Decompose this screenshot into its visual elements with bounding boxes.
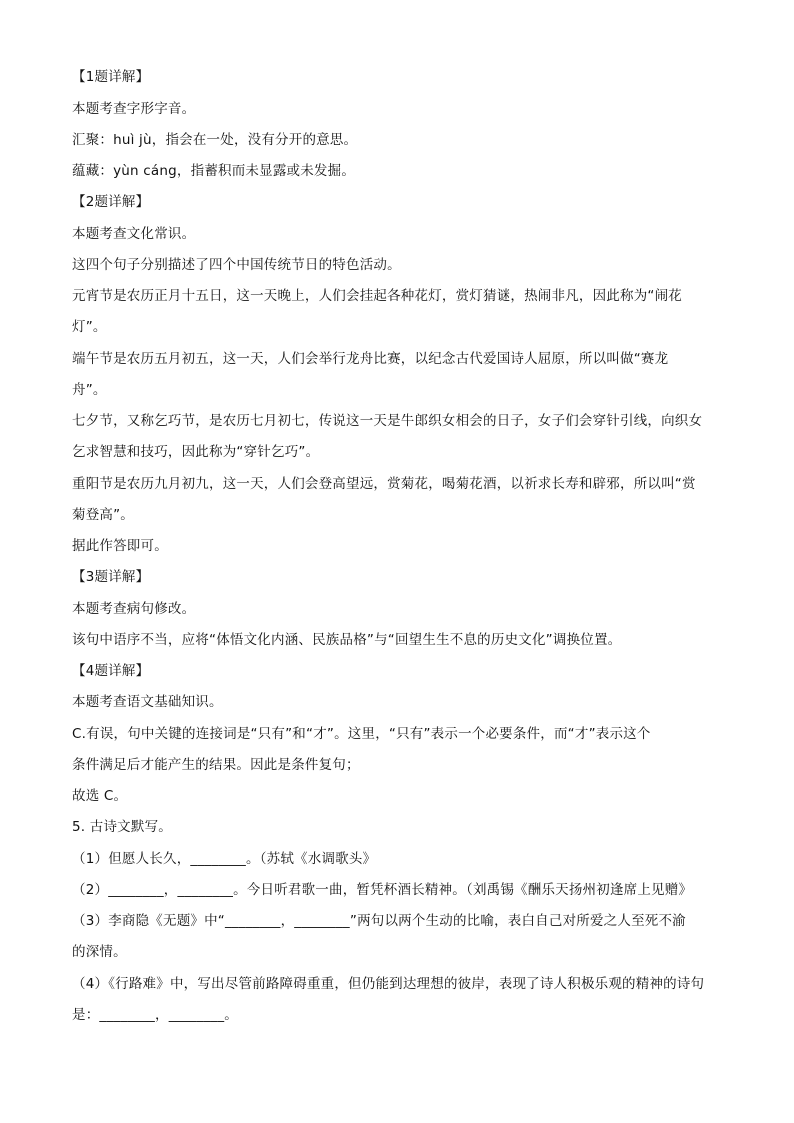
section-heading-q1: 【1题详解】 bbox=[72, 69, 150, 85]
paragraph-line: 故选 C。 bbox=[72, 788, 128, 804]
paragraph-line: 这四个句子分别描述了四个中国传统节日的特色活动。 bbox=[72, 257, 401, 273]
section-heading-q4: 【4题详解】 bbox=[72, 663, 150, 679]
section-heading-q3: 【3题详解】 bbox=[72, 569, 150, 585]
question-5-item-2: （2）________，________。今日听君歌一曲，暂凭杯酒长精神。（刘禹锡《酬乐天扬州初逢席上见赠》 bbox=[72, 882, 693, 898]
paragraph-line: C.有误，句中关键的连接词是“只有”和“才”。这里，“只有”表示一个必要条件，而“才”表示这个 bbox=[72, 726, 651, 742]
paragraph-line: 的深情。 bbox=[72, 944, 127, 960]
paragraph-line: 端午节是农历五月初五，这一天，人们会举行龙舟比赛，以纪念古代爱国诗人屈原，所以叫做“赛龙 bbox=[72, 351, 669, 367]
paragraph-line: 灯”。 bbox=[72, 319, 107, 335]
paragraph-line: 本题考查语文基础知识。 bbox=[72, 694, 223, 710]
paragraph-line: 条件满足后才能产生的结果。因此是条件复句； bbox=[72, 757, 360, 773]
paragraph-line: 是：________，________。 bbox=[72, 1007, 238, 1023]
paragraph-line: 乞求智慧和技巧，因此称为“穿针乞巧”。 bbox=[72, 444, 320, 460]
question-5-title: 5. 古诗文默写。 bbox=[72, 819, 172, 835]
paragraph-line: 本题考查字形字音。 bbox=[72, 101, 196, 117]
paragraph-line: 舟”。 bbox=[72, 382, 107, 398]
paragraph-line: 蕴藏：yùn cáng，指蓄积而未显露或未发掘。 bbox=[72, 163, 356, 179]
paragraph-line: 本题考查病句修改。 bbox=[72, 601, 196, 617]
paragraph-line: 七夕节，又称乞巧节，是农历七月初七，传说这一天是牛郎织女相会的日子，女子们会穿针引线，向织女 bbox=[72, 413, 703, 429]
question-5-item-1: （1）但愿人长久，________。（苏轼《水调歌头》 bbox=[72, 851, 377, 867]
question-5-item-3: （3）李商隐《无题》中“________，________”两句以两个生动的比喻，表白自己对所爱之人至死不渝 bbox=[72, 913, 686, 929]
paragraph-line: 菊登高”。 bbox=[72, 507, 134, 523]
paragraph-line: 据此作答即可。 bbox=[72, 538, 168, 554]
section-heading-q2: 【2题详解】 bbox=[72, 194, 150, 210]
question-5-item-4: （4）《行路难》中，写出尽管前路障碍重重，但仍能到达理想的彼岸，表现了诗人积极乐观的精神的诗句 bbox=[72, 976, 705, 992]
paragraph-line: 元宵节是农历正月十五日，这一天晚上，人们会挂起各种花灯，赏灯猜谜，热闹非凡，因此称为“闹花 bbox=[72, 288, 682, 304]
paragraph-line: 本题考查文化常识。 bbox=[72, 226, 196, 242]
paragraph-line: 重阳节是农历九月初九，这一天，人们会登高望远，赏菊花，喝菊花酒，以祈求长寿和辟邪，所以叫“赏 bbox=[72, 476, 696, 492]
paragraph-line: 汇聚：huì jù，指会在一处，没有分开的意思。 bbox=[72, 132, 358, 148]
paragraph-line: 该句中语序不当，应将“体悟文化内涵、民族品格”与“回望生生不息的历史文化”调换位置。 bbox=[72, 632, 622, 648]
